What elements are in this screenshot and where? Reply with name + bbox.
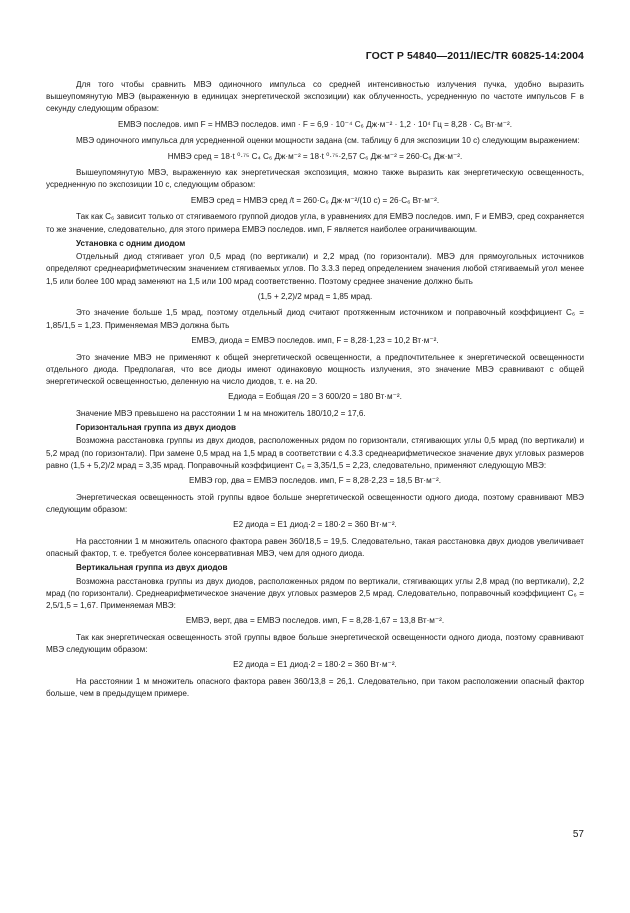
formula: EМВЭ последов. имп F = HМВЭ последов. имп · F = 6,9 · 10⁻⁴ C₆ Дж·м⁻² · 1,2 · 10⁴ Гц = 8,28 · C₆ Вт·м⁻².	[117, 119, 513, 129]
document-body	[46, 79, 584, 703]
paragraph: Это значение больше 1,5 мрад, поэтому отдельный диод считают протяженным источником и поправочный коэффициент C₆ = 1,85/1,5 = 1,23. Применяемая МВЭ должна быть	[46, 308, 584, 330]
section-heading: Установка с одним диодом	[76, 238, 186, 248]
formula: E2 диода = E1 диод·2 = 180·2 = 360 Вт·м⁻².	[233, 520, 397, 530]
paragraph: Отдельный диод стягивает угол 0,5 мрад (по вертикали) и 2,2 мрад (по горизонтали). МВЭ для прямоугольных источников определяют среднеарифметическим значением стягиваемых углов. По 3.3.3 перед определением значения любой стягиваемый угол менее 1,5 или более 100 мрад заменяют на 1,5 или 100 мрад соответственно. Поэтому среднее значение должно быть	[46, 252, 584, 286]
paragraph: На расстоянии 1 м множитель опасного фактора равен 360/18,5 = 19,5. Следовательно, такая расстановка двух диодов увеличивает опасный фактор, т. е. требуется более консервативная МВЭ, чем для одного диода.	[46, 536, 584, 559]
formula: HМВЭ сред = 18·t ⁰·⁷⁵ C₄ C₆ Дж·м⁻² = 18·t ⁰·⁷⁵·2,57 C₆ Дж·м⁻² = 260·C₆ Дж·м⁻².	[167, 151, 463, 161]
paragraph: МВЭ одиночного импульса для усредненной оценки мощности задана (см. таблицу 6 для экспозиции 10 с) следующим выражением:	[76, 136, 580, 146]
formula: EМВЭ, диода = EМВЭ последов. имп, F = 8,28·1,23 = 10,2 Вт·м⁻².	[191, 335, 439, 345]
paragraph: Так как C₆ зависит только от стягиваемого группой диодов угла, в уравнениях для EМВЭ последов. имп, F и EМВЭ, сред сохраняется то же значение, следовательно, для этого примера EМВЭ последов. имп, F является наиболее ограничивающим.	[46, 212, 584, 234]
paragraph: На расстоянии 1 м множитель опасного фактора равен 360/13,8 = 26,1. Следовательно, при таком расположении опасный фактор больше, чем в предыдущем примере.	[46, 677, 584, 699]
paragraph: Энергетическая освещенность этой группы вдвое больше энергетической освещенности одного диода, поэтому сравнивают МВЭ следующим образом:	[46, 492, 584, 514]
formula: Eдиода = Eобщая /20 = 3 600/20 = 180 Вт·м⁻².	[228, 392, 402, 402]
paragraph: Вышеупомянутую МВЭ, выраженную как энергетическая экспозиция, можно также выразить как энергетическую освещенность, усредненную по экспозиции 10 с, следующим образом:	[46, 168, 584, 190]
document-header: ГОСТ Р 54840—2011/IEC/TR 60825-14:2004	[365, 50, 584, 62]
section-heading: Горизонтальная группа из двух диодов	[76, 423, 237, 433]
paragraph: Для того чтобы сравнить МВЭ одиночного импульса со средней интенсивностью излучения пучка, удобно выразить вышеупомянутую МВЭ (выраженную в единицах энергетической экспозиции) как облученность, усредненную по частоте импульсов F в секунду следующим образом:	[46, 80, 584, 114]
paragraph: Возможна расстановка группы из двух диодов, расположенных рядом по горизонтали, стягивающих углы 0,5 мрад (по вертикали) и 5,2 мрад (по горизонтали). При замене 0,5 мрад на 1,5 мрад в соответствии с 4.3.3 среднеарифметическое значение двух угловых размеров равно (1,5 + 5,2)/2 мрад = 3,35 мрад. Поправочный коэффициент C₆ = 3,35/1,5 = 2,23, следовательно, применяют следующую МВЭ:	[46, 436, 584, 470]
formula: EМВЭ гор, два = EМВЭ последов. имп, F = 8,28·2,23 = 18,5 Вт·м⁻².	[189, 476, 441, 486]
paragraph: Так как энергетическая освещенность этой группы вдвое больше энергетической освещенности одного диода, поэтому сравнивают МВЭ следующим образом:	[46, 632, 584, 655]
page-number: 57	[572, 829, 584, 840]
formula: E2 диода = E1 диод·2 = 180·2 = 360 Вт·м⁻².	[233, 660, 397, 670]
paragraph: Возможна расстановка группы из двух диодов, расположенных рядом по вертикали, стягивающих углы 2,8 мрад (по вертикали), 2,2 мрад (по горизонтали). Среднеарифметическое значение двух угловых размеров 2,5 мрад. Следовательно, поправочный коэффициент C₆ = 2,5/1,5 = 1,67. Применяемая МВЭ:	[46, 576, 584, 611]
paragraph: Это значение МВЭ не применяют к общей энергетической освещенности, а предпочтительнее к энергетической освещенности отдельного диода. Предполагая, что все диоды имеют одинаковую мощность излучения, это значение МВЭ сравнивают с общей энергетической освещенностью, деленную на число диодов, т. е. на 20.	[46, 352, 584, 386]
paragraph: Значение МВЭ превышено на расстоянии 1 м на множитель 180/10,2 = 17,6.	[76, 408, 366, 418]
section-heading: Вертикальная группа из двух диодов	[76, 563, 228, 573]
formula: EМВЭ, верт, два = EМВЭ последов. имп, F = 8,28·1,67 = 13,8 Вт·м⁻².	[185, 616, 445, 626]
formula: EМВЭ сред = HМВЭ сред /t = 260·C₆ Дж·м⁻²/(10 с) = 26·C₆ Вт·м⁻².	[190, 195, 440, 205]
formula: (1,5 + 2,2)/2 мрад = 1,85 мрад.	[257, 291, 373, 301]
